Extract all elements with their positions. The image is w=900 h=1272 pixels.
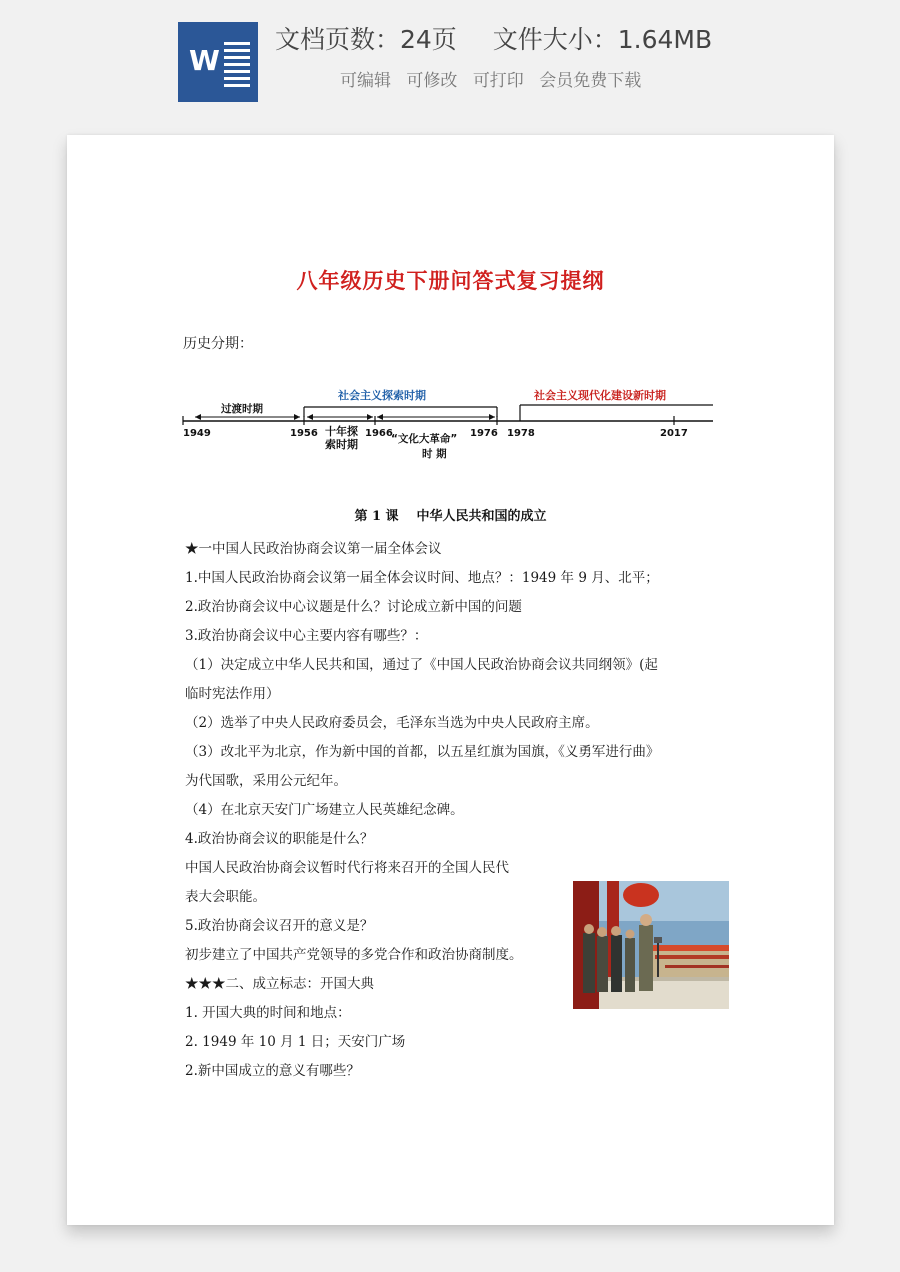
lesson-heading [67,505,834,524]
file-size: 文件大小：1.64MB [492,25,713,54]
year-1966: 1966 [365,428,393,439]
qa-line: （4）在北京天安门广场建立人民英雄纪念碑。 [185,802,464,818]
qa-line: 表大会职能。 [185,889,266,905]
qa-line: 1. 开国大典的时间和地点： [185,1005,351,1021]
qa-line: 为代国歌，采用公元纪年。 [185,773,347,789]
qa-line: 4.政治协商会议的职能是什么？ [185,831,374,847]
lesson-number: 第 1 课 [354,509,399,524]
timeline-ten-year-line1: 十年探 [325,425,358,438]
qa-line: （3）改北平为北京，作为新中国的首都，以五星红旗为国旗，《义勇军进行曲》 [185,744,660,760]
qa-line: 2.政治协商会议中心议题是什么？讨论成立新中国的问题 [185,599,522,615]
year-1978: 1978 [507,428,535,439]
feature-printable: 可打印 [472,71,524,91]
qa-line: 初步建立了中国共产党领导的多党合作和政治协商制度。 [185,947,523,963]
section-heading-founding: ★★★二、成立标志：开国大典 [185,976,374,992]
qa-line: 2. 1949 年 10 月 1 日；天安门广场 [185,1034,406,1050]
feature-member-download: 会员免费下载 [539,71,642,91]
file-meta [275,20,740,56]
section-heading-cppcc: ★一中国人民政治协商会议第一届全体会议 [185,541,442,557]
feature-modifiable: 可修改 [406,71,458,91]
timeline-transition-label: 过渡时期 [221,403,263,415]
year-1956: 1956 [290,428,318,439]
lesson-name: 中华人民共和国的成立 [416,509,547,524]
qa-line: （2）选举了中央人民政府委员会，毛泽东当选为中央人民政府主席。 [185,715,599,731]
qa-line: （1）决定成立中华人民共和国，通过了《中国人民政治协商会议共同纲领》(起 [185,657,658,673]
qa-line: 2.新中国成立的意义有哪些？ [185,1063,360,1079]
timeline-period-exploration: 社会主义探索时期 [338,389,426,402]
timeline-period-modernization: 社会主义现代化建设新时期 [534,389,666,402]
year-1976: 1976 [470,428,498,439]
period-label: 历史分期： [183,336,253,352]
qa-line: 5.政治协商会议召开的意义是？ [185,918,374,934]
page-count: 文档页数：24页 [275,25,457,54]
word-document-icon: W [178,22,258,102]
qa-line: 1.中国人民政治协商会议第一届全体会议时间、地点？：1949 年 9 月、北平； [185,570,659,586]
history-timeline [179,383,714,461]
year-2017: 2017 [660,428,688,439]
document-title: 八年级历史下册问答式复习提纲 [296,268,605,293]
document-page [67,135,834,1225]
feature-list [340,66,651,91]
qa-line: 临时宪法作用） [185,686,280,702]
timeline-culture-line1: “文化大革命” [391,433,458,445]
timeline-culture-line2: 时 期 [422,448,447,460]
feature-editable: 可编辑 [340,71,391,91]
timeline-ten-year-line2: 索时期 [325,438,358,451]
qa-line: 中国人民政治协商会议暂时代行将来召开的全国人民代 [185,860,509,876]
qa-line: 3.政治协商会议中心主要内容有哪些？： [185,628,428,644]
year-1949: 1949 [183,428,211,439]
founding-ceremony-painting [573,881,729,1009]
download-banner [0,0,900,115]
